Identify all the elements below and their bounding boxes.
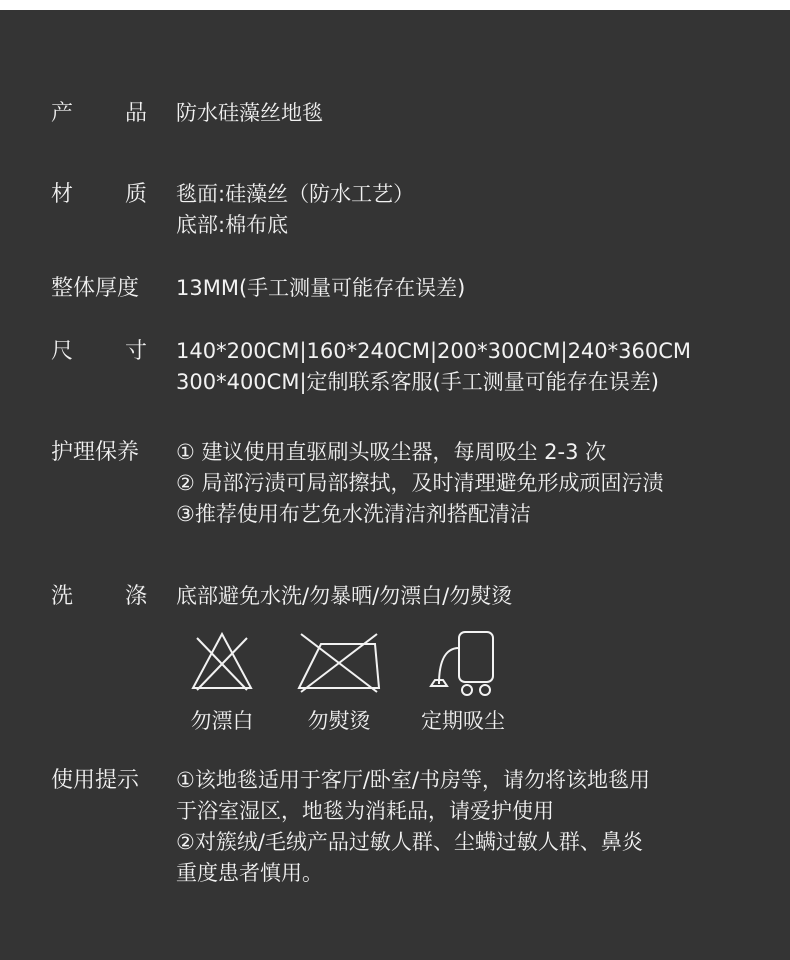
text-line: 重度患者慎用。 xyxy=(176,861,323,885)
text-line: ① 建议使用直驱刷头吸尘器，每周吸尘 2-3 次 xyxy=(176,440,607,464)
label-char: 洗 xyxy=(51,584,74,609)
wash-icon-item xyxy=(162,628,282,736)
text-line: 毯面:硅藻丝（防水工艺） xyxy=(176,182,415,206)
wash-icon-item xyxy=(279,628,399,736)
label-char: 品 xyxy=(124,101,147,126)
spec-panel xyxy=(0,10,790,960)
text-line: 140*200CM|160*240CM|200*300CM|240*360CM xyxy=(176,339,692,363)
icon-caption: 勿漂白 xyxy=(190,709,254,733)
text-line: ①该地毯适用于客厅/卧室/书房等，请勿将该地毯用 xyxy=(176,768,650,792)
label-char: 涤 xyxy=(124,584,147,609)
text-line: 300*400CM|定制联系客服(手工测量可能存在误差) xyxy=(176,370,659,394)
product-value xyxy=(176,98,323,129)
text-line: 13MM(手工测量可能存在误差) xyxy=(176,276,466,300)
size-value xyxy=(176,336,691,398)
label-tips: 使用提示 xyxy=(51,768,140,793)
label-product xyxy=(51,98,147,130)
label-char: 寸 xyxy=(124,339,147,364)
label-char: 产 xyxy=(51,101,74,126)
washing-value xyxy=(176,581,512,612)
text-line: 防水硅藻丝地毯 xyxy=(176,101,323,125)
text-line: ③推荐使用布艺免水洗清洁剂搭配清洁 xyxy=(176,502,531,526)
no-bleach-icon xyxy=(187,628,257,698)
text-line: ② 局部污渍可局部擦拭，及时清理避免形成顽固污渍 xyxy=(176,471,664,495)
text-line: 于浴室湿区，地毯为消耗品，请爱护使用 xyxy=(176,799,554,823)
text-line: 底部避免水洗/勿暴晒/勿漂白/勿熨烫 xyxy=(176,584,513,608)
text-line: 底部:棉布底 xyxy=(176,213,289,237)
thickness-value xyxy=(176,273,465,304)
label-char: 材 xyxy=(51,182,74,207)
label-care: 护理保养 xyxy=(51,440,140,465)
wash-icon-item xyxy=(403,628,523,736)
care-value xyxy=(176,437,664,530)
label-thickness: 整体厚度 xyxy=(51,276,140,301)
label-char: 质 xyxy=(124,182,147,207)
icon-caption: 勿熨烫 xyxy=(307,709,371,733)
label-char: 尺 xyxy=(51,339,74,364)
no-iron-icon xyxy=(291,628,387,698)
text-line: ②对簇绒/毛绒产品过敏人群、尘螨过敏人群、鼻炎 xyxy=(176,830,643,854)
label-washing xyxy=(51,581,147,613)
label-size xyxy=(51,336,147,368)
label-material xyxy=(51,179,147,211)
vacuum-icon xyxy=(423,628,503,698)
material-value xyxy=(176,179,414,241)
icon-caption: 定期吸尘 xyxy=(421,709,505,733)
tips-value xyxy=(176,765,650,889)
